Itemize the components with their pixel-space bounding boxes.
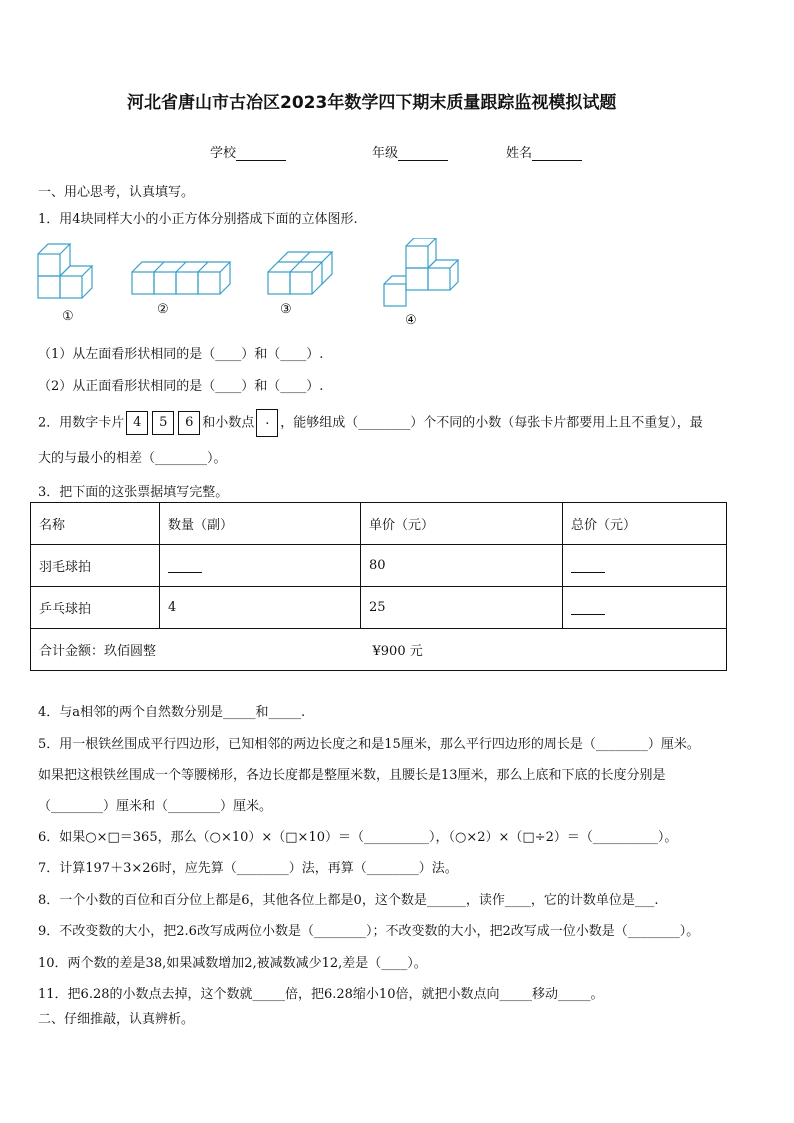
cube-figure-2 <box>132 262 230 294</box>
row2-name: 乒乓球拍 <box>31 587 160 629</box>
figure-label-1: ① <box>62 309 74 324</box>
header-quantity: 数量（副） <box>160 503 361 545</box>
bill-table <box>30 502 727 671</box>
q2-pre: 2．用数字卡片 <box>38 415 125 431</box>
digit-card-4: 4 <box>126 411 148 435</box>
table-row <box>31 545 727 587</box>
q2-mid: 和小数点 <box>202 415 255 431</box>
q4: 4．与a相邻的两个自然数分别是_____和_____. <box>38 705 306 720</box>
table-row <box>31 587 727 629</box>
total-cell <box>31 629 727 671</box>
table-total-row <box>31 629 727 671</box>
school-label: 学校 <box>210 146 237 161</box>
row1-total-blank[interactable] <box>563 545 727 587</box>
cube-figure-1 <box>38 244 92 298</box>
q9: 9．不改变数的大小，把2.6改写成两位小数是（________）；不改变数的大小，把2改写成一位小数是（________）。 <box>38 924 700 939</box>
q2-post: ，能够组成（________）个不同的小数（每张卡片都要用上且不重复），最 <box>280 415 703 431</box>
row2-unit-price: 25 <box>361 587 563 629</box>
q1-sub2: （2）从正面看形状相同的是（____）和（____）. <box>38 379 324 394</box>
q7: 7．计算197＋3×26时，应先算（________）法，再算（________）法。 <box>38 861 458 876</box>
q11: 11．把6.28的小数点去掉，这个数就_____倍，把6.28缩小10倍，就把小数点向_____移动_____。 <box>38 987 604 1002</box>
grade-field <box>372 142 448 161</box>
row2-quantity: 4 <box>160 587 361 629</box>
digit-card-6: 6 <box>178 411 200 435</box>
q5-line1: 5．用一根铁丝围成平行四边形，已知相邻的两边长度之和是15厘米，那么平行四边形的周长是（________）厘米。 <box>38 737 700 752</box>
q5-line2: 如果把这根铁丝围成一个等腰梯形，各边长度都是整厘米数，且腰长是13厘米，那么上底和下底的长度分别是 <box>38 768 666 783</box>
figure-label-3: ③ <box>280 302 292 317</box>
name-label: 姓名 <box>506 146 533 161</box>
total-label: 合计金额：玖佰圆整 <box>39 644 157 659</box>
row1-unit-price: 80 <box>361 545 563 587</box>
grade-label: 年级 <box>372 146 399 161</box>
row1-quantity-blank[interactable] <box>160 545 361 587</box>
school-field <box>210 142 286 161</box>
cube-figure-3 <box>268 252 332 294</box>
q8: 8．一个小数的百位和百分位上都是6，其他各位上都是0，这个数是______，读作____，它的计数单位是___. <box>38 893 659 908</box>
page-title: 河北省唐山市古冶区2023年数学四下期末质量跟踪监视模拟试题 <box>127 93 617 113</box>
figure-label-2: ② <box>157 302 169 317</box>
header-unit-price: 单价（元） <box>361 503 563 545</box>
row1-name: 羽毛球拍 <box>31 545 160 587</box>
figure-label-4: ④ <box>405 313 417 328</box>
section-2-heading: 二、仔细推敲，认真辨析。 <box>38 1012 195 1027</box>
row2-total-blank[interactable] <box>563 587 727 629</box>
cube-figures <box>30 238 490 313</box>
digit-card-5: 5 <box>152 411 174 435</box>
q10: 10．两个数的差是38,如果减数增加2,被减数减少12,差是（____）。 <box>38 956 427 971</box>
q2-line1 <box>38 409 703 437</box>
q1-text: 1．用4块同样大小的小正方体分别搭成下面的立体图形. <box>38 212 358 227</box>
cube-figure-4 <box>384 238 458 306</box>
decimal-point-card: . <box>256 409 278 437</box>
q3-text: 3．把下面的这张票据填写完整。 <box>38 485 229 500</box>
header-total: 总价（元） <box>563 503 727 545</box>
q5-line3: （________）厘米和（________）厘米。 <box>38 799 273 814</box>
name-field <box>506 142 582 161</box>
q1-sub1: （1）从左面看形状相同的是（____）和（____）. <box>38 347 324 362</box>
table-header-row <box>31 503 727 545</box>
q2-line2: 大的与最小的相差（________）。 <box>38 451 227 466</box>
section-1-heading: 一、用心思考，认真填写。 <box>38 185 195 200</box>
header-name: 名称 <box>31 503 160 545</box>
q6: 6．如果○×□＝365，那么（○×10）×（□×10）＝（__________），（○×2）×（□÷2）＝（__________）。 <box>38 830 678 845</box>
total-value: ¥900 元 <box>372 644 423 659</box>
